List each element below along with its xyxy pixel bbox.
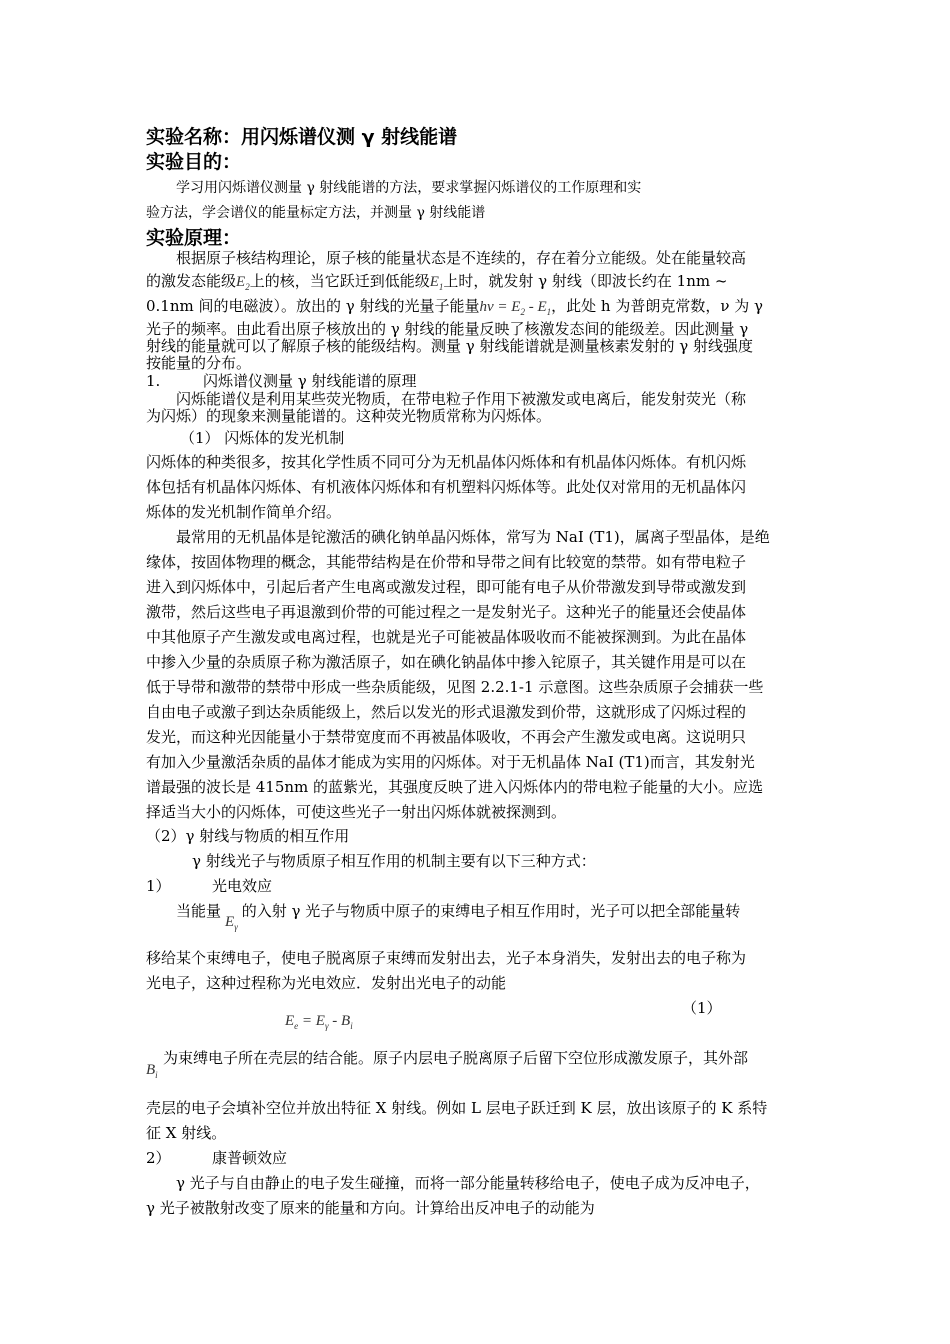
paragraph-line: 体包括有机晶体闪烁体、有机液体闪烁体和有机塑料闪烁体等。此处仅对常用的无机晶体闪: [146, 478, 747, 496]
paragraph-line: 有加入少量激活杂质的晶体才能成为实用的闪烁体。对于无机晶体 NaI (T1)而言，其发射光: [146, 753, 755, 771]
experiment-title: 实验名称：用闪烁谱仪测 γ 射线能谱: [146, 126, 458, 148]
purpose-heading: 实验目的：: [146, 151, 242, 173]
paragraph-line: 激带，然后这些电子再退激到价带的可能过程之一是发射光子。这种光子的能量还会使晶体: [146, 603, 747, 621]
paragraph-line: 为闪烁）的现象来测量能谱的。这种荧光物质常称为闪烁体。: [146, 407, 552, 425]
item-number: 1）: [146, 877, 171, 895]
paragraph-line: 移给某个束缚电子，使电子脱离原子束缚而发射出去，光子本身消失，发射出去的电子称为: [146, 949, 747, 967]
principle-heading: 实验原理：: [146, 227, 242, 249]
paragraph-line: 进入到闪烁体中，引起后者产生电离或激发过程，即可能有电子从价带激发到导带或激发到: [146, 578, 747, 596]
paragraph-line: 光子的频率。由此看出原子核放出的 γ 射线的能量反映了核激发态间的能级差。因此测量 γ: [146, 320, 749, 338]
paragraph-line: 烁体的发光机制作简单介绍。: [146, 503, 342, 521]
subsection-title: （1） 闪烁体的发光机制: [180, 429, 345, 447]
paragraph-line: 发光，而这种光因能量小于禁带宽度而不再被晶体吸收，不再会产生激发或电离。这说明只: [146, 728, 747, 746]
equation-photoelectron-energy: $E_e = E_\gamma - B_i$: [285, 1013, 353, 1031]
photon-energy-symbol: $E_\gamma$: [225, 914, 238, 932]
paragraph-line: 闪烁体的种类很多，按其化学性质不同可分为无机晶体闪烁体和有机晶体闪烁体。有机闪烁: [146, 453, 747, 471]
paragraph-line: 最常用的无机晶体是铊激活的碘化钠单晶闪烁体，常写为 NaI (T1)，属离子型晶体，是绝: [176, 528, 770, 546]
paragraph-line: γ 光子被散射改变了原来的能量和方向。计算给出反冲电子的动能为: [146, 1199, 595, 1217]
section-number: 1.: [146, 372, 161, 390]
item-title: 康普顿效应: [212, 1149, 288, 1167]
paragraph-line: 低于导带和激带的禁带中形成一些杂质能级，见图 2.2.1-1 示意图。这些杂质原子会捕获一些: [146, 678, 764, 696]
subsection-title: （2）γ 射线与物质的相互作用: [146, 827, 350, 845]
paragraph-line: 征 X 射线。: [146, 1124, 227, 1142]
section-title: 闪烁谱仪测量 γ 射线能谱的原理: [203, 372, 417, 390]
item-title: 光电效应: [212, 877, 273, 895]
paragraph-line: 壳层的电子会填补空位并放出特征 X 射线。例如 L 层电子跃迁到 K 层，放出该原子的 K 系特: [146, 1099, 768, 1117]
equation-number: （1）: [682, 999, 722, 1017]
paragraph-line: 光电子，这种过程称为光电效应．发射出光电子的动能: [146, 974, 507, 992]
paragraph-line: 中其他原子产生激发或电离过程，也就是光子可能被晶体吸收而不能被探测到。为此在晶体: [146, 628, 747, 646]
paragraph-line: 择适当大小的闪烁体，可使这些光子一射出闪烁体就被探测到。: [146, 803, 567, 821]
paragraph-line: 当能量$E_\gamma$的入射 γ 光子与物质中原子的束缚电子相互作用时，光子可以把全部能量转: [176, 902, 741, 932]
paragraph-line: 谱最强的波长是 415nm 的蓝紫光，其强度反映了进入闪烁体内的带电粒子能量的大小。应选: [146, 778, 764, 796]
purpose-line: 学习用闪烁谱仪测量 γ 射线能谱的方法，要求掌握闪烁谱仪的工作原理和实: [176, 180, 642, 196]
paragraph-line: γ 光子与自由静止的电子发生碰撞，而将一部分能量转移给电子，使电子成为反冲电子，: [176, 1174, 760, 1192]
paragraph-line: 0.1nm 间的电磁波）。放出的 γ 射线的光量子能量$h\nu = E_2 - E_1$，此处 h 为普朗克常数，ν 为 γ: [146, 297, 763, 317]
paragraph-line: 缘体，按固体物理的概念，其能带结构是在价带和导带之间有比较宽的禁带。如有带电粒子: [146, 553, 747, 571]
paragraph-line: 的激发态能级$E_2$上的核，当它跃迁到低能级$E_1$上时，就发射 γ 射线（即波长约在 1nm ~: [146, 272, 728, 292]
item-number: 2）: [146, 1149, 171, 1167]
paragraph-line: γ 射线光子与物质原子相互作用的机制主要有以下三种方式：: [192, 852, 596, 870]
binding-energy-symbol: $B_i$: [146, 1062, 158, 1080]
energy-level-e1: $E_1$: [429, 274, 444, 292]
paragraph-line: 中掺入少量的杂质原子称为激活原子，如在碘化钠晶体中掺入铊原子，其关键作用是可以在: [146, 653, 747, 671]
purpose-line: 验方法，学会谱仪的能量标定方法，并测量 γ 射线能谱: [146, 205, 486, 221]
paragraph-line: 自由电子或激子到达杂质能级上，然后以发光的形式退激发到价带，这就形成了闪烁过程的: [146, 703, 747, 721]
paragraph-line: 为束缚电子所在壳层的结合能。原子内层电子脱离原子后留下空位形成激发原子，其外部: [163, 1049, 749, 1067]
photon-energy-formula: $h\nu = E_2 - E_1$: [479, 299, 552, 317]
energy-level-e2: $E_2$: [236, 274, 250, 292]
paragraph-line: 根据原子核结构理论，原子核的能量状态是不连续的，存在着分立能级。处在能量较高: [176, 249, 747, 267]
paragraph-line: 射线的能量就可以了解原子核的能级结构。测量 γ 射线能谱就是测量核素发射的 γ 射线强度: [146, 337, 754, 355]
paragraph-line: 按能量的分布。: [146, 354, 252, 372]
paragraph-line: 闪烁能谱仪是利用某些荧光物质，在带电粒子作用下被激发或电离后，能发射荧光（称: [176, 390, 747, 408]
